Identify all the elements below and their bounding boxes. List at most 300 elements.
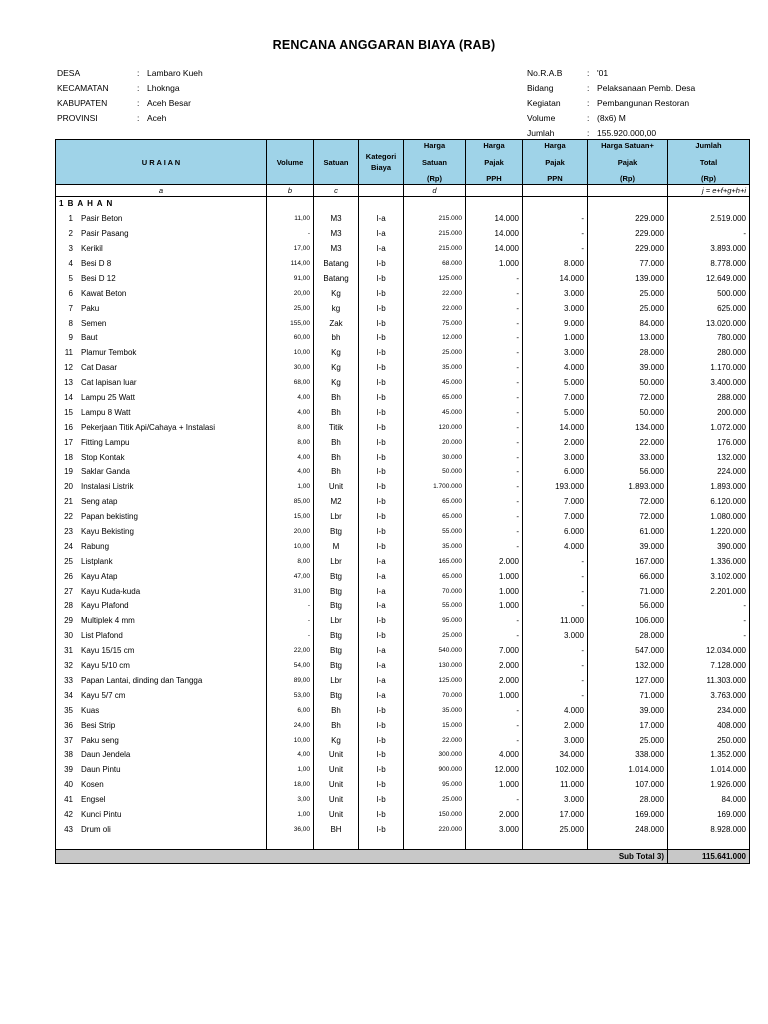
cell-pph: - (466, 480, 523, 495)
column-letter: d (404, 185, 466, 197)
item-name: Kawat Beton (81, 288, 127, 298)
cell-harga-pajak: 84.000 (588, 316, 668, 331)
cell-harga-pajak: 39.000 (588, 703, 668, 718)
cell-total: 3.400.000 (668, 376, 750, 391)
cell-uraian (56, 316, 267, 331)
item-number: 43 (64, 824, 73, 834)
info-colon: : (587, 113, 590, 123)
table-row (56, 554, 750, 569)
item-name: Saklar Ganda (81, 467, 130, 477)
table-row (56, 227, 750, 242)
header-harga-pajak: Harga Satuan+ Pajak (Rp) (588, 140, 668, 185)
item-number: 32 (64, 661, 73, 671)
cell-uraian (56, 346, 267, 361)
table-row (56, 405, 750, 420)
info-row (527, 111, 757, 126)
cell-uraian (56, 376, 267, 391)
cell-harga-satuan: 215.000 (404, 227, 466, 242)
cell-volume: 1,00 (267, 808, 314, 823)
cell-ppn: 14.000 (523, 420, 588, 435)
cell-total: 1.080.000 (668, 510, 750, 525)
cell-satuan: BH (314, 822, 359, 837)
cell-pph: - (466, 316, 523, 331)
cell-uraian (56, 748, 267, 763)
cell-satuan: Bh (314, 718, 359, 733)
item-name: Kerikil (81, 244, 103, 254)
table-row (56, 674, 750, 689)
item-number: 8 (68, 318, 73, 328)
cell-satuan: Titik (314, 420, 359, 435)
column-letter (588, 185, 668, 197)
header-harga-satuan: Harga Satuan (Rp) (404, 140, 466, 185)
item-number: 18 (64, 452, 73, 462)
item-number: 9 (68, 333, 73, 343)
cell-total: 1.336.000 (668, 554, 750, 569)
info-value: Pelaksanaan Pemb. Desa (597, 83, 696, 93)
cell-ppn: 1.000 (523, 331, 588, 346)
cell-volume: 10,00 (267, 539, 314, 554)
cell-pph: 14.000 (466, 242, 523, 257)
cell-harga-pajak: 248.000 (588, 822, 668, 837)
cell-kategori: I-b (359, 510, 404, 525)
cell-satuan: Bh (314, 465, 359, 480)
cell-total: 3.763.000 (668, 688, 750, 703)
cell-harga-satuan: 65.000 (404, 510, 466, 525)
table-row (56, 793, 750, 808)
cell-ppn: 3.000 (523, 301, 588, 316)
cell-pph: 4.000 (466, 748, 523, 763)
item-number: 14 (64, 393, 73, 403)
cell-uraian (56, 480, 267, 495)
table-row (56, 420, 750, 435)
cell-uraian (56, 450, 267, 465)
table-row (56, 539, 750, 554)
item-name: Papan Lantai, dinding dan Tangga (81, 675, 203, 685)
info-value: Lambaro Kueh (147, 68, 203, 78)
cell-uraian (56, 629, 267, 644)
info-colon: : (587, 83, 590, 93)
cell-volume: 20,00 (267, 286, 314, 301)
cell-volume: 10,00 (267, 733, 314, 748)
cell-total: 1.170.000 (668, 361, 750, 376)
cell-kategori: I-a (359, 674, 404, 689)
info-value: Lhoknga (147, 83, 180, 93)
cell-harga-pajak: 50.000 (588, 405, 668, 420)
cell-ppn: 5.000 (523, 405, 588, 420)
cell-satuan: Lbr (314, 674, 359, 689)
cell-uraian (56, 644, 267, 659)
item-name: Multiplek 4 mm (81, 616, 135, 626)
item-name: Cat lapisan luar (81, 378, 137, 388)
cell-ppn: - (523, 227, 588, 242)
cell-satuan: Unit (314, 763, 359, 778)
cell-uraian (56, 301, 267, 316)
cell-total: 84.000 (668, 793, 750, 808)
cell-harga-pajak: 77.000 (588, 257, 668, 272)
table-row (56, 584, 750, 599)
cell-harga-satuan: 215.000 (404, 242, 466, 257)
cell-harga-satuan: 70.000 (404, 688, 466, 703)
cell-harga-satuan: 30.000 (404, 450, 466, 465)
cell-harga-pajak: 22.000 (588, 435, 668, 450)
cell-total: 408.000 (668, 718, 750, 733)
cell-harga-satuan: 22.000 (404, 286, 466, 301)
item-name: Kuas (81, 705, 100, 715)
cell-harga-pajak: 72.000 (588, 495, 668, 510)
cell-kategori: I-a (359, 659, 404, 674)
table-row (56, 718, 750, 733)
info-label: No.R.A.B (527, 68, 563, 78)
table-row (56, 525, 750, 540)
cell-total: 250.000 (668, 733, 750, 748)
cell-ppn: - (523, 212, 588, 227)
info-colon: : (587, 128, 590, 138)
cell-harga-satuan: 15.000 (404, 718, 466, 733)
cell-satuan: Bh (314, 450, 359, 465)
cell-satuan: Btg (314, 659, 359, 674)
table-row (56, 703, 750, 718)
cell-ppn: 102.000 (523, 763, 588, 778)
cell-kategori: I-b (359, 748, 404, 763)
cell-uraian (56, 405, 267, 420)
info-left (57, 66, 357, 126)
cell-pph: - (466, 793, 523, 808)
cell-harga-pajak: 28.000 (588, 793, 668, 808)
item-number: 23 (64, 527, 73, 537)
info-value: Aceh Besar (147, 98, 191, 108)
cell-harga-satuan: 65.000 (404, 569, 466, 584)
cell-uraian (56, 435, 267, 450)
cell-satuan: Kg (314, 376, 359, 391)
cell-satuan: Kg (314, 361, 359, 376)
cell-total: 234.000 (668, 703, 750, 718)
cell-volume: 4,00 (267, 405, 314, 420)
cell-pph: 1.000 (466, 688, 523, 703)
cell-uraian (56, 599, 267, 614)
cell-satuan: Bh (314, 703, 359, 718)
cell-volume: 20,00 (267, 525, 314, 540)
cell-total: 11.303.000 (668, 674, 750, 689)
cell-harga-satuan: 215.000 (404, 212, 466, 227)
cell-total: 13.020.000 (668, 316, 750, 331)
cell-total: - (668, 599, 750, 614)
item-name: Stop Kontak (81, 452, 125, 462)
column-letter (523, 185, 588, 197)
info-row (57, 66, 357, 81)
info-colon: : (137, 83, 140, 93)
cell-kategori: I-a (359, 584, 404, 599)
item-name: Baut (81, 333, 98, 343)
cell-satuan: Btg (314, 525, 359, 540)
cell-kategori: I-b (359, 257, 404, 272)
cell-harga-satuan: 300.000 (404, 748, 466, 763)
cell-uraian (56, 242, 267, 257)
cell-volume: 1,00 (267, 763, 314, 778)
cell-pph: 12.000 (466, 763, 523, 778)
cell-uraian (56, 361, 267, 376)
cell-kategori: I-b (359, 480, 404, 495)
cell-ppn: 3.000 (523, 346, 588, 361)
cell-total: - (668, 227, 750, 242)
cell-total: 3.893.000 (668, 242, 750, 257)
info-label: Volume (527, 113, 556, 123)
cell-pph: - (466, 495, 523, 510)
cell-satuan: bh (314, 331, 359, 346)
table-row (56, 629, 750, 644)
cell-ppn: 7.000 (523, 495, 588, 510)
cell-harga-pajak: 229.000 (588, 242, 668, 257)
cell-pph: 14.000 (466, 227, 523, 242)
cell-kategori: I-b (359, 629, 404, 644)
cell-total: 132.000 (668, 450, 750, 465)
cell-uraian (56, 688, 267, 703)
cell-satuan: M3 (314, 227, 359, 242)
cell-satuan: Btg (314, 569, 359, 584)
cell-volume: 47,00 (267, 569, 314, 584)
cell-harga-satuan: 70.000 (404, 584, 466, 599)
item-number: 20 (64, 482, 73, 492)
cell-ppn: 3.000 (523, 450, 588, 465)
table-row (56, 808, 750, 823)
info-row (57, 81, 357, 96)
cell-harga-pajak: 338.000 (588, 748, 668, 763)
table-row (56, 822, 750, 837)
table-row (56, 510, 750, 525)
cell-satuan: Btg (314, 584, 359, 599)
cell-uraian (56, 495, 267, 510)
cell-satuan: M3 (314, 242, 359, 257)
item-number: 16 (64, 422, 73, 432)
table-row (56, 435, 750, 450)
cell-total: 1.352.000 (668, 748, 750, 763)
cell-satuan: Bh (314, 405, 359, 420)
cell-kategori: I-b (359, 331, 404, 346)
column-letter (359, 185, 404, 197)
item-number: 22 (64, 512, 73, 522)
cell-volume: 4,00 (267, 391, 314, 406)
cell-harga-pajak: 71.000 (588, 584, 668, 599)
cell-ppn: 193.000 (523, 480, 588, 495)
cell-kategori: I-b (359, 465, 404, 480)
item-name: Pasir Pasang (81, 229, 129, 239)
cell-kategori: I-a (359, 688, 404, 703)
info-label: KECAMATAN (57, 83, 109, 93)
cell-uraian (56, 286, 267, 301)
cell-uraian (56, 525, 267, 540)
cell-volume: 25,00 (267, 301, 314, 316)
cell-volume: 85,00 (267, 495, 314, 510)
info-right (527, 66, 757, 141)
cell-uraian (56, 659, 267, 674)
cell-ppn: 6.000 (523, 525, 588, 540)
item-number: 37 (64, 735, 73, 745)
item-number: 4 (68, 259, 73, 268)
cell-total: 625.000 (668, 301, 750, 316)
cell-harga-satuan: 65.000 (404, 495, 466, 510)
cell-volume: 68,00 (267, 376, 314, 391)
cell-uraian (56, 822, 267, 837)
table-row (56, 644, 750, 659)
cell-total: 176.000 (668, 435, 750, 450)
cell-kategori: I-a (359, 554, 404, 569)
item-number: 24 (64, 541, 73, 551)
cell-satuan: Btg (314, 629, 359, 644)
item-number: 6 (68, 288, 73, 298)
cell-total: 390.000 (668, 539, 750, 554)
item-number: 42 (64, 809, 73, 819)
item-number: 30 (64, 631, 73, 641)
cell-total: 2.201.000 (668, 584, 750, 599)
column-letter: c (314, 185, 359, 197)
table-row (56, 376, 750, 391)
cell-ppn: 6.000 (523, 465, 588, 480)
cell-pph: 7.000 (466, 644, 523, 659)
cell-satuan: Btg (314, 599, 359, 614)
cell-harga-satuan: 125.000 (404, 271, 466, 286)
cell-volume: 6,00 (267, 703, 314, 718)
cell-ppn: - (523, 644, 588, 659)
cell-harga-satuan: 22.000 (404, 733, 466, 748)
cell-pph: - (466, 465, 523, 480)
cell-total: 288.000 (668, 391, 750, 406)
table-row (56, 599, 750, 614)
cell-uraian (56, 271, 267, 286)
cell-pph: - (466, 450, 523, 465)
cell-harga-satuan: 35.000 (404, 703, 466, 718)
info-colon: : (137, 113, 140, 123)
cell-uraian (56, 212, 267, 227)
cell-uraian (56, 763, 267, 778)
cell-harga-satuan: 165.000 (404, 554, 466, 569)
cell-total: 6.120.000 (668, 495, 750, 510)
cell-volume: - (267, 227, 314, 242)
cell-ppn: 3.000 (523, 629, 588, 644)
table-row (56, 450, 750, 465)
cell-uraian (56, 569, 267, 584)
cell-kategori: I-b (359, 271, 404, 286)
cell-harga-pajak: 547.000 (588, 644, 668, 659)
cell-kategori: I-b (359, 391, 404, 406)
cell-satuan: Batang (314, 271, 359, 286)
cell-kategori: I-a (359, 644, 404, 659)
cell-harga-pajak: 1.893.000 (588, 480, 668, 495)
cell-total: 224.000 (668, 465, 750, 480)
cell-harga-pajak: 39.000 (588, 539, 668, 554)
item-name: Fitting Lampu (81, 437, 130, 447)
cell-pph: - (466, 346, 523, 361)
cell-harga-pajak: 17.000 (588, 718, 668, 733)
item-number: 28 (64, 601, 73, 611)
cell-pph: - (466, 539, 523, 554)
item-name: Cat Dasar (81, 363, 118, 373)
cell-volume: 17,00 (267, 242, 314, 257)
cell-kategori: I-b (359, 495, 404, 510)
item-number: 40 (64, 780, 73, 790)
cell-harga-satuan: 45.000 (404, 405, 466, 420)
item-name: List Plafond (81, 631, 123, 641)
cell-ppn: - (523, 242, 588, 257)
item-name: Papan bekisting (81, 512, 138, 522)
cell-volume: 155,00 (267, 316, 314, 331)
cell-ppn: 9.000 (523, 316, 588, 331)
cell-harga-pajak: 56.000 (588, 465, 668, 480)
table-row (56, 361, 750, 376)
item-number: 21 (64, 497, 73, 507)
info-colon: : (587, 68, 590, 78)
cell-satuan: Lbr (314, 510, 359, 525)
item-name: Kayu Kuda-kuda (81, 586, 141, 596)
cell-kategori: I-b (359, 316, 404, 331)
cell-kategori: I-b (359, 733, 404, 748)
item-number: 17 (64, 437, 73, 447)
cell-kategori: I-a (359, 242, 404, 257)
cell-uraian (56, 257, 267, 272)
cell-ppn: - (523, 569, 588, 584)
cell-ppn: 5.000 (523, 376, 588, 391)
info-label: KABUPATEN (57, 98, 108, 108)
item-number: 36 (64, 720, 73, 730)
table-row (56, 346, 750, 361)
cell-kategori: I-b (359, 525, 404, 540)
cell-uraian (56, 331, 267, 346)
header-ppn: Harga Pajak PPN (523, 140, 588, 185)
cell-harga-pajak: 107.000 (588, 778, 668, 793)
cell-harga-satuan: 220.000 (404, 822, 466, 837)
cell-harga-pajak: 39.000 (588, 361, 668, 376)
cell-kategori: I-b (359, 286, 404, 301)
table-row (56, 614, 750, 629)
cell-kategori: I-a (359, 599, 404, 614)
item-number: 5 (68, 273, 73, 283)
rab-table (55, 139, 750, 864)
info-value: 155.920.000,00 (597, 128, 657, 138)
cell-harga-pajak: 134.000 (588, 420, 668, 435)
item-number: 35 (64, 705, 73, 715)
cell-pph: - (466, 420, 523, 435)
cell-ppn: 4.000 (523, 703, 588, 718)
cell-harga-satuan: 20.000 (404, 435, 466, 450)
cell-volume: 8,00 (267, 435, 314, 450)
cell-total: 1.014.000 (668, 763, 750, 778)
item-name: Listplank (81, 556, 113, 566)
cell-volume: 4,00 (267, 465, 314, 480)
cell-pph: - (466, 391, 523, 406)
info-row (527, 96, 757, 111)
subtotal-row (56, 850, 750, 864)
cell-satuan: Bh (314, 391, 359, 406)
cell-pph: - (466, 525, 523, 540)
cell-satuan: Kg (314, 346, 359, 361)
cell-pph: - (466, 331, 523, 346)
cell-satuan: Btg (314, 644, 359, 659)
section-title: 1 B A H A N (56, 197, 267, 212)
item-name: Seng atap (81, 497, 118, 507)
table-header-row (56, 140, 750, 185)
cell-satuan: Kg (314, 286, 359, 301)
cell-ppn: 34.000 (523, 748, 588, 763)
cell-harga-pajak: 127.000 (588, 674, 668, 689)
info-label: Jumlah (527, 128, 555, 138)
cell-kategori: I-b (359, 718, 404, 733)
cell-pph: 3.000 (466, 822, 523, 837)
cell-ppn: 11.000 (523, 614, 588, 629)
cell-harga-satuan: 65.000 (404, 391, 466, 406)
cell-harga-pajak: 139.000 (588, 271, 668, 286)
cell-uraian (56, 793, 267, 808)
cell-kategori: I-b (359, 793, 404, 808)
cell-satuan: Lbr (314, 554, 359, 569)
cell-pph: - (466, 629, 523, 644)
